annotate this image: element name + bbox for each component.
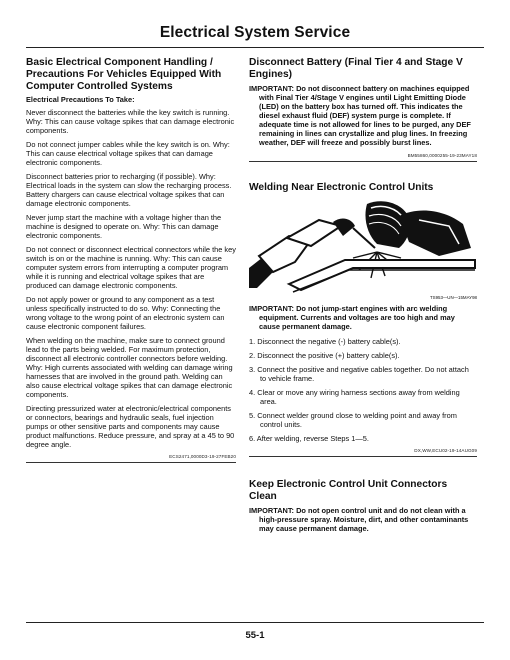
list-item: 3. Connect the positive and negative cables together. Do not attach to vehicle frame.	[249, 365, 469, 384]
section-divider	[26, 462, 236, 463]
important-notice: IMPORTANT: Do not disconnect battery on machines equipped with Final Tier 4/Stage V engines until Light Emitting Diode (LED) on the battery box has turned off. This indicates the diesel exhaust fluid (DEF) system purge is complete. If adequate time is not allowed for lines to be purged, any DEF remaining in lines can crystallize and plug lines. In freezing weather, DEF will freeze and possibly burst lines.	[249, 83, 471, 147]
section-heading-connectors: Keep Electronic Control Unit Connectors Clean	[249, 479, 448, 503]
page-number: 55-1	[245, 630, 265, 641]
figure-code: TS953—UN—15MAY98	[429, 295, 477, 301]
paragraph: Do not apply power or ground to any component as a test unless specifically instructed to do so. Why: Connecting the wrong voltage to the wrong point of an electronic system can cause electronic component failures.	[26, 295, 225, 332]
welding-steps	[249, 337, 477, 443]
section-code: DX,WW,ECU02-19-14AUG09	[414, 448, 477, 454]
paragraph: Do not connect or disconnect electrical connectors while the key switch is on or the machine is running. Why: This can cause computer system errors from interrupting a computer program while it is running and electrical voltage spikes that are produced can damage electronic components.	[26, 245, 236, 291]
paragraph: Never disconnect the batteries while the key switch is running. Why: This can cause voltage spikes that can damage electronic components.	[26, 108, 235, 136]
list-item: 6. After welding, reverse Steps 1—5.	[249, 434, 369, 444]
left-column	[26, 57, 236, 463]
list-item: 1. Disconnect the negative (-) battery cable(s).	[249, 337, 401, 347]
title-rule	[26, 47, 484, 48]
precautions-subheading: Electrical Precautions To Take:	[26, 95, 135, 105]
important-notice: IMPORTANT: Do not jump-start engines with arc welding equipment. Currents and voltages are too high and may cause permanent damage.	[249, 304, 455, 332]
important-notice: IMPORTANT: Do not open control unit and do not clean with a high-pressure spray. Moisture, dirt, and other contaminants may cause permanent damage.	[249, 505, 469, 533]
list-item: 2. Disconnect the positive (+) battery cable(s).	[249, 351, 400, 361]
page-title: Electrical System Service	[159, 24, 351, 41]
paragraph: Do not connect jumper cables while the key switch is on. Why: This can cause electrical voltage spikes that can damage electronic components.	[26, 140, 230, 168]
paragraph: Disconnect batteries prior to recharging (if possible). Why: Electrical loads in the system can slow the recharging process. Battery chargers can cause electrical voltage spikes that can damage electronic components.	[26, 172, 232, 209]
right-column	[249, 57, 477, 539]
paragraph: Directing pressurized water at electronic/electrical components or connectors, bearings and hydraulic seals, fuel injection pumps or other sensitive parts and components may cause product malfunctions. Reduce pressure, and spray at a 45 to 90 degree angle.	[26, 404, 235, 450]
paragraph: Never jump start the machine with a voltage higher than the machine is designed to operate on. Why: This can damage electronic components.	[26, 213, 222, 241]
section-divider	[249, 161, 477, 162]
section-code: BM55860,0000255-19-23MAY18	[407, 152, 477, 158]
section-code: ECS2471,0000D3-19-27FEB20	[169, 454, 236, 460]
welder-image	[249, 196, 477, 294]
paragraph: When welding on the machine, make sure to connect ground lead to the parts being welded. For maximum protection, disconnect all electronic controller connectors before welding. Why: High currents associated with welding can damage wiring harnesses that are involved in the ground path. Welding can also cause electrical voltage spikes that can damage electronic components.	[26, 336, 233, 400]
welding-illustration	[249, 196, 477, 294]
footer-rule	[26, 622, 484, 623]
section-divider	[249, 456, 477, 457]
list-item: 4. Clear or move any wiring harness sections away from welding area.	[249, 388, 460, 407]
list-item: 5. Connect welder ground close to welding point and away from control units.	[249, 411, 457, 430]
section-heading-battery: Disconnect Battery (Final Tier 4 and Stage V Engines)	[249, 57, 463, 80]
section-heading-handling: Basic Electrical Component Handling / Precautions For Vehicles Equipped With Computer Controlled Systems	[26, 57, 222, 92]
section-heading-welding: Welding Near Electronic Control Units	[249, 181, 434, 193]
